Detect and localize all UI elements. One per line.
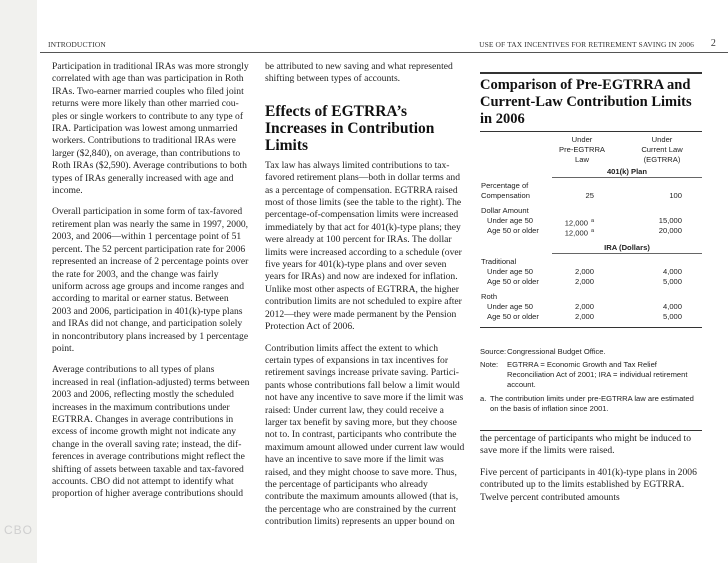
table-row: Roth bbox=[481, 292, 498, 301]
table-row: Age 50 or older 12,000 $^a$ 20,000 bbox=[487, 226, 682, 238]
page-number: 2 bbox=[710, 38, 716, 49]
table-row: Dollar Amount bbox=[481, 206, 529, 215]
table-header bbox=[480, 132, 702, 166]
table-row: Traditional bbox=[481, 257, 517, 266]
section-ira: IRA (Dollars) bbox=[552, 242, 702, 254]
column-2 bbox=[265, 61, 465, 538]
col-header-current-law: Under Current Law (EGTRRA) bbox=[641, 135, 683, 164]
paragraph: Average contributions to all types of plans increased in real (inflation-adjusted) terms between 2003 and 2006, reflecting mostly the scheduled increases in the maximum contributions under EGTRRA. Changes in average contributions in excess of income growth might not indicate any change in the overall saving rate; instead, the differences in average contributions might reflect the shifting of assets between taxable and tax-favored accounts. CBO did not attempt to identify what proportion of higher average contributions should bbox=[52, 364, 250, 500]
table-row: Under age 50 2,000 4,000 bbox=[487, 267, 682, 276]
paragraph: Contribution limits affect the extent to which certain types of expansions in tax incentives for retirement savings increase private saving. Participants whose contributions fall below a limit would not have any incentive to save more if the limit was raised: Under current law, they could receive a larger tax benefit by saving more, but they choose not to. In contrast, participants who contribute the maximum amount allowed under current law would have an incentive to save more if the limit was raised, and they might choose to save more. Thus, the percentage of participants who already contribute the maximum amounts allowed (that is, the percentage who are constrained by the current contribution limits) represents an upper bound on bbox=[265, 342, 465, 528]
source-note: Source: Congressional Budget Office. bbox=[480, 347, 606, 356]
cbo-watermark: CBO bbox=[4, 523, 34, 537]
page-gutter bbox=[0, 0, 37, 563]
table-row: Age 50 or older 2,000 5,000 bbox=[487, 312, 682, 321]
header-rule bbox=[40, 52, 728, 53]
notes-rule bbox=[480, 430, 702, 431]
header-section-title: INTRODUCTION bbox=[48, 40, 106, 49]
section-401k: 401(k) Plan bbox=[552, 166, 702, 178]
table-row: Compensation 25 100 bbox=[481, 191, 682, 200]
table-row: Percentage of bbox=[481, 181, 529, 190]
paragraph: be attributed to new saving and what represented shifting between types of accounts. bbox=[265, 61, 453, 85]
footnote-a: a. The contribution limits under pre-EGTRRA law are estimated on the basis of inflation since 2001. bbox=[480, 394, 694, 413]
table-row: Under age 50 2,000 4,000 bbox=[487, 302, 682, 311]
abbreviation-note: Note: EGTRRA = Economic Growth and Tax Relief Reconciliation Act of 2001; IRA = individual retirement account. bbox=[480, 360, 688, 389]
paragraph: the percentage of participants who might be induced to save more if the limits were raised. bbox=[480, 433, 691, 457]
header-document-title: USE OF TAX INCENTIVES FOR RETIREMENT SAVING IN 2006 bbox=[479, 40, 694, 49]
col-header-pre-egtrra: Under Pre-EGTRRA Law bbox=[559, 135, 605, 164]
paragraph: Tax law has always limited contributions to tax-favored retirement plans—both in dollar terms and as a percentage of compensation. EGTRRA raised most of those limits (see the table to the right). The percentage-of-compensation limits were increased immediately by that act for 401(k)-type plans; they were already at 100 percent for IRAs. The dollar limits were increased according to a schedule (over five years for 401(k)-type plans and over seven years for IRAs) and now are indexed for inflation. Unlike most other aspects of EGTRRA, the higher contribution limits are not scheduled to expire after 2012—they were made permanent by the Pension Protection Act of 2006. bbox=[265, 159, 462, 333]
table-row: Under age 50 12,000 $^a$ 15,000 bbox=[487, 216, 682, 228]
table-title: Comparison of Pre-EGTRRA and Current-Law Contribution Limits in 2006 bbox=[480, 72, 702, 128]
paragraph: Five percent of participants in 401(k)-type plans in 2006 contributed up to the limits established by EGTRRA. Twelve percent contributed amounts bbox=[480, 466, 697, 503]
contribution-limits-table bbox=[480, 131, 702, 328]
paragraph: Overall participation in some form of tax-favored retirement plan was nearly the same in 1997, 2000, 2003, and 2006—within 1 percentage point of 51 percent. The 52 percent participation rate for 2006 represented an increase of 2 percentage points over the rate for 2003, and the change was fairly uniform across age groups and income ranges and according to marital or earner status. Between 2003 and 2006, participation in 401(k)-type plans and IRAs did not change, and participation solely in noncontributory plans increased by 1 percentage point. bbox=[52, 206, 249, 354]
section-heading: Effects of EGTRRA’s Increases in Contribution Limits bbox=[265, 102, 435, 154]
table-notes bbox=[480, 347, 702, 414]
column-3 bbox=[480, 433, 702, 513]
running-header bbox=[48, 38, 716, 50]
column-1 bbox=[52, 61, 250, 510]
table-row: Age 50 or older 2,000 5,000 bbox=[487, 277, 682, 286]
paragraph: Participation in traditional IRAs was more strongly correlated with age than was participation in Roth IRAs. Two-earner married couples who filed joint returns were more likely than other married couples or single workers to contribute to any type of IRA. Participation was lowest among unmarried workers. Contributions to traditional IRAs were larger ($2,840), on average, than contributions to Roth IRAs ($2,590). Average contributions to both types of IRAs generally increased with age and income. bbox=[52, 61, 249, 197]
